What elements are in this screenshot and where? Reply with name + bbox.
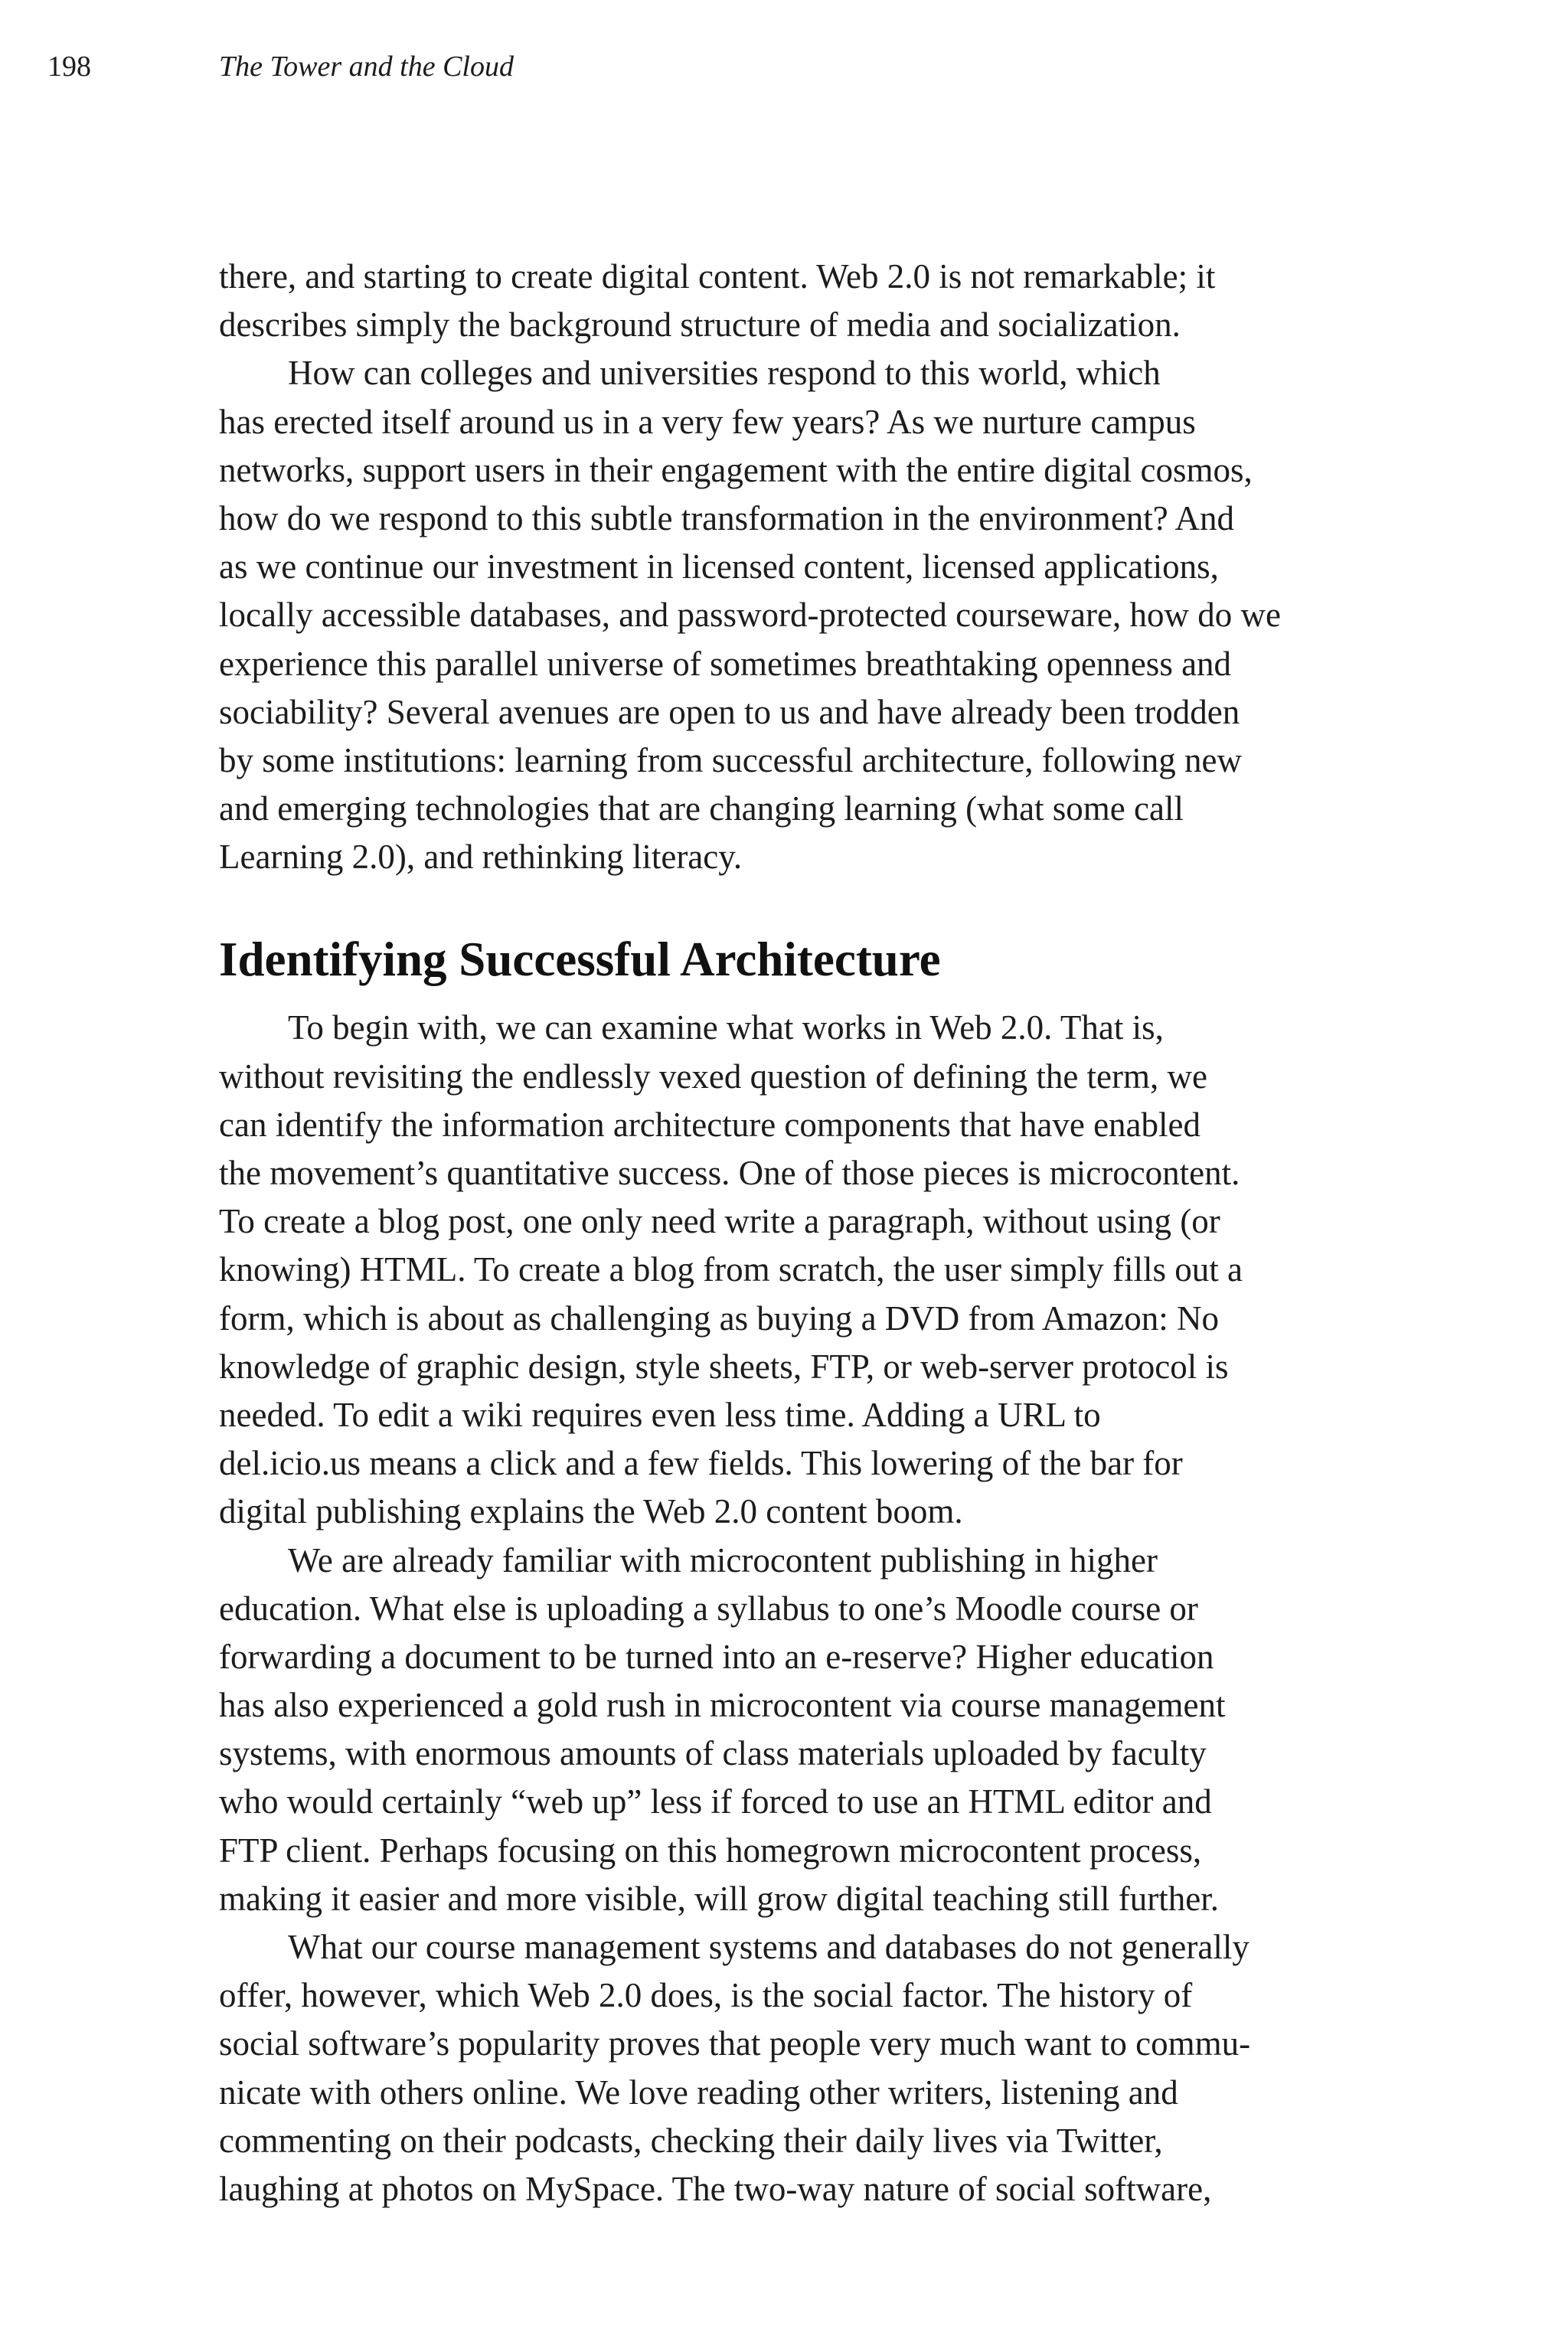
text-line: systems, with enormous amounts of class materials uploaded by faculty [219,1734,1207,1773]
text-line: del.icio.us means a click and a few fields. This lowering of the bar for [219,1444,1183,1483]
text-line: locally accessible databases, and password-protected courseware, how do we [219,596,1281,635]
text-line: describes simply the background structure of media and socialization. [219,305,1181,345]
text-line: sociability? Several avenues are open to us and have already been trodden [219,692,1240,731]
text-line: without revisiting the endlessly vexed question of defining the term, we [219,1057,1207,1096]
text-line: forwarding a document to be turned into an e-reserve? Higher education [219,1637,1214,1676]
text-line: laughing at photos on MySpace. The two-way nature of social software, [219,2169,1212,2208]
text-line: who would certainly “web up” less if forced to use an HTML editor and [219,1782,1212,1821]
text-line: form, which is about as challenging as buying a DVD from Amazon: No [219,1298,1219,1338]
text-line: Learning 2.0), and rethinking literacy. [219,838,743,877]
text-line: What our course management systems and databases do not generally [288,1928,1250,1966]
text-line: We are already familiar with microcontent publishing in higher [288,1540,1158,1579]
paragraph [219,1004,1366,1536]
text-line: has also experienced a gold rush in microcontent via course management [219,1686,1226,1725]
text-line: education. What else is uploading a syllabus to one’s Moodle course or [219,1589,1198,1628]
paragraph [219,349,1366,881]
text-line: How can colleges and universities respond to this world, which [288,354,1161,393]
text-line: how do we respond to this subtle transformation in the environment? And [219,498,1235,537]
text-line: nicate with others online. We love reading other writers, listening and [219,2073,1178,2112]
text-line: offer, however, which Web 2.0 does, is the social factor. The history of [219,1976,1193,2015]
text-line: making it easier and more visible, will grow digital teaching still further. [219,1879,1219,1918]
text-line: there, and starting to create digital content. Web 2.0 is not remarkable; it [219,257,1216,296]
text-line: as we continue our investment in licensed content, licensed applications, [219,547,1219,586]
text-line: networks, support users in their engagement with the entire digital cosmos, [219,450,1253,489]
text-line: commenting on their podcasts, checking their daily lives via Twitter, [219,2121,1163,2160]
text-line: social software’s popularity proves that people very much want to commu- [219,2024,1251,2063]
section-heading: Identifying Successful Architecture [219,933,941,987]
paragraph [219,1923,1366,2213]
running-head-title: The Tower and the Cloud [219,51,514,83]
paragraph [219,1537,1366,1924]
running-head [47,47,1521,86]
text-line: knowledge of graphic design, style sheets, FTP, or web-server protocol is [219,1347,1229,1386]
body-text [219,253,1366,2213]
text-line: and emerging technologies that are changing learning (what some call [219,789,1184,828]
text-line: the movement’s quantitative success. One of those pieces is microcontent. [219,1154,1240,1192]
text-line: knowing) HTML. To create a blog from scratch, the user simply fills out a [219,1250,1243,1289]
text-line: can identify the information architecture components that have enabled [219,1105,1200,1144]
text-line: by some institutions: learning from successful architecture, following new [219,740,1242,779]
text-line: To create a blog post, one only need write a paragraph, without using (or [219,1202,1220,1241]
text-line: experience this parallel universe of sometimes breathtaking openness and [219,644,1232,683]
paragraph-continued [219,253,1366,349]
text-line: has erected itself around us in a very few years? As we nurture campus [219,402,1196,441]
text-line: digital publishing explains the Web 2.0 content boom. [219,1492,963,1531]
text-line: To begin with, we can examine what works in Web 2.0. That is, [288,1008,1164,1047]
page-number: 198 [47,51,91,83]
text-line: needed. To edit a wiki requires even less time. Adding a URL to [219,1395,1101,1434]
text-line: FTP client. Perhaps focusing on this homegrown microcontent process, [219,1831,1202,1870]
